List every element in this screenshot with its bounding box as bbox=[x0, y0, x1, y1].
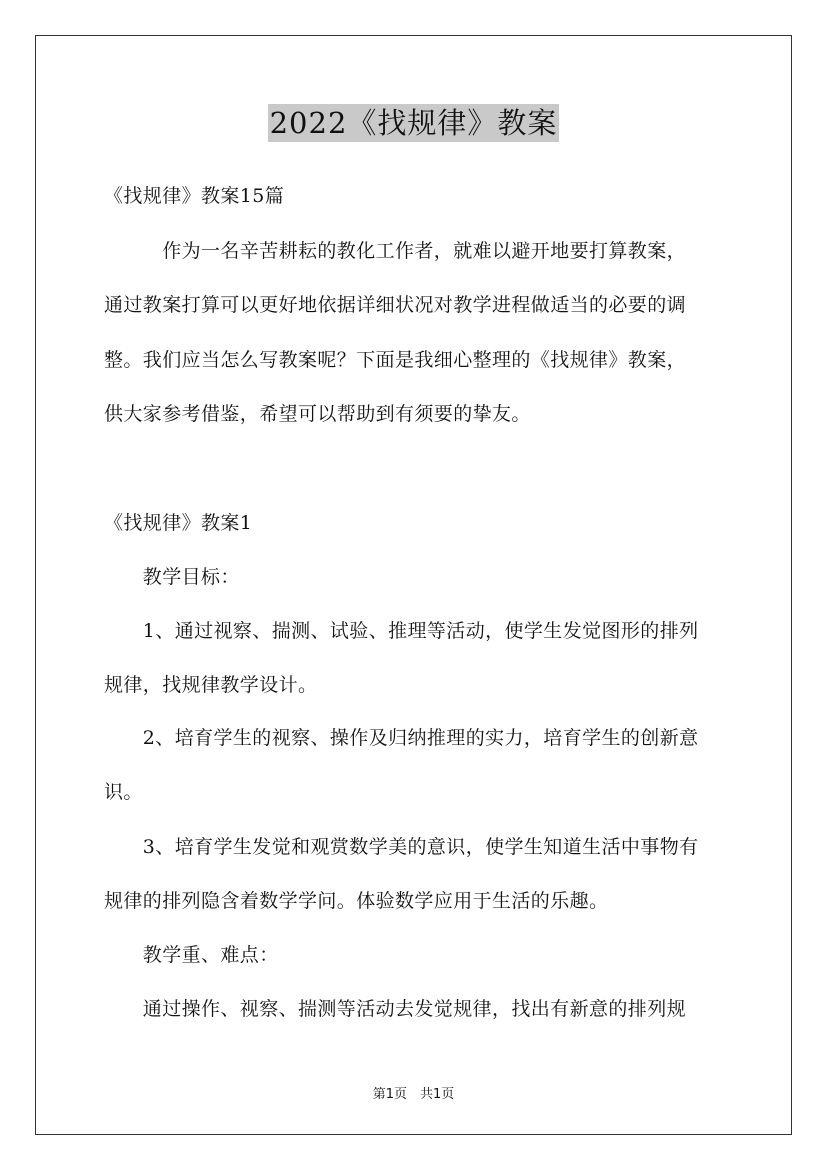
paragraph-line: 《找规律》教案15篇 bbox=[104, 185, 285, 207]
paragraph-line: 供大家参考借鉴，希望可以帮助到有须要的挚友。 bbox=[104, 403, 531, 425]
paragraph-line: 作为一名辛苦耕耘的教化工作者，就难以避开地要打算教案， bbox=[104, 240, 687, 262]
paragraph-line: 识。 bbox=[104, 781, 143, 803]
page-footer: 第1页 共1页 bbox=[372, 1087, 455, 1102]
paragraph-line: 规律，找规律教学设计。 bbox=[104, 674, 318, 696]
paragraph-line: 规律的排列隐含着数学学问。体验数学应用于生活的乐趣。 bbox=[104, 890, 609, 912]
paragraph-line: 教学目标： bbox=[104, 566, 240, 588]
paragraph-line: 整。我们应当怎么写教案呢？下面是我细心整理的《找规律》教案， bbox=[104, 349, 687, 371]
paragraph-line: 2、培育学生的视察、操作及归纳推理的实力，培育学生的创新意 bbox=[104, 727, 699, 749]
section-heading: 《找规律》教案1 bbox=[104, 512, 253, 534]
document-title: 2022《找规律》教案 bbox=[269, 106, 558, 140]
paragraph-line: 教学重、难点： bbox=[104, 944, 279, 966]
paragraph-line: 通过教案打算可以更好地依据详细状况对教学进程做适当的必要的调 bbox=[104, 294, 687, 316]
paragraph-line: 通过操作、视察、揣测等活动去发觉规律，找出有新意的排列规 bbox=[104, 998, 687, 1020]
paragraph-line: 1、通过视察、揣测、试验、推理等活动，使学生发觉图形的排列 bbox=[104, 620, 699, 642]
paragraph-line: 3、培育学生发觉和观赏数学美的意识，使学生知道生活中事物有 bbox=[104, 836, 699, 858]
document-title-wrapper bbox=[0, 101, 827, 142]
